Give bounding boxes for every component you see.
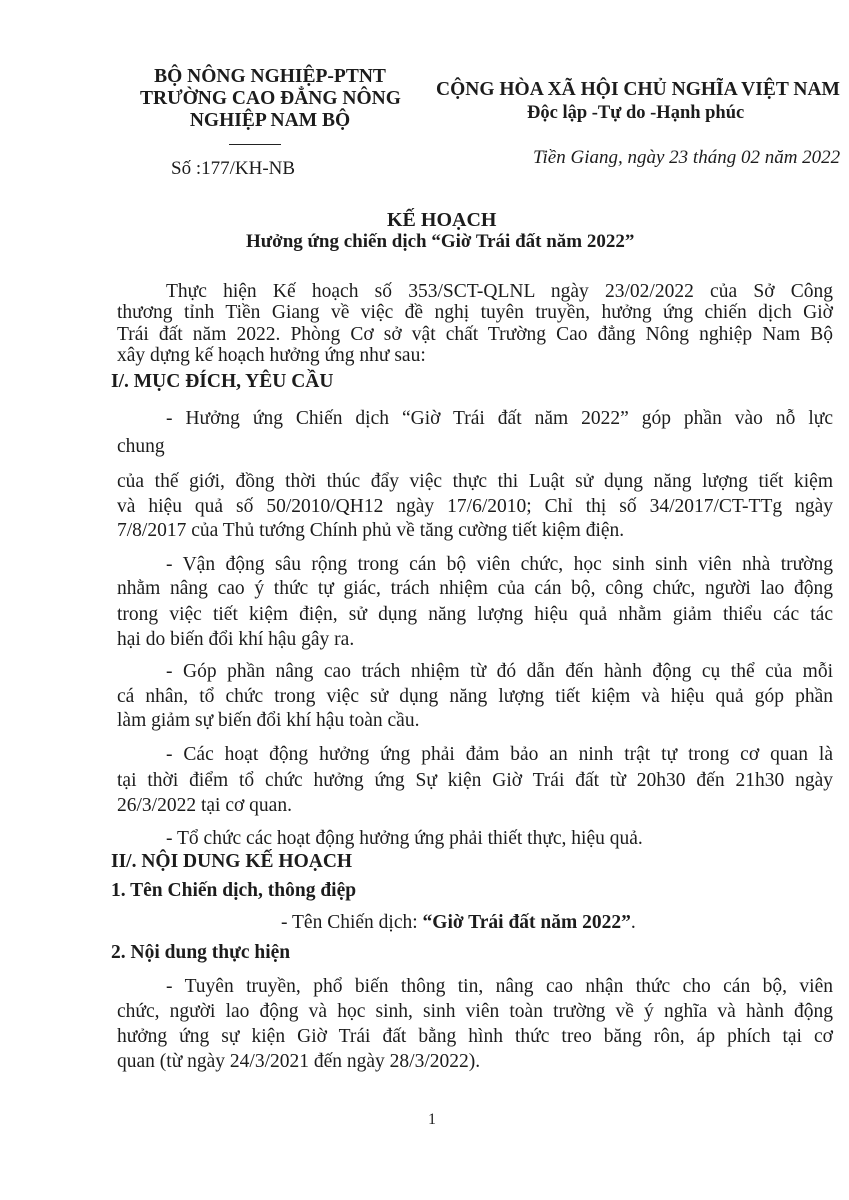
section-1-heading: I/. MỤC ĐÍCH, YÊU CẦU — [111, 371, 334, 392]
section-1-p1-line-3: của thế giới, đồng thời thúc đẩy việc thực thi Luật sử dụng năng lượng tiết kiệm — [117, 471, 833, 492]
section-2-p1-line-4: quan (từ ngày 24/3/2021 đến ngày 28/3/2022). — [117, 1051, 481, 1072]
intro-line-1: Thực hiện Kế hoạch số 353/SCT-QLNL ngày 23/02/2022 của Sở Công — [166, 281, 833, 302]
section-1-p4-line-3: 26/3/2022 tại cơ quan. — [117, 795, 292, 816]
section-1-p1-line-1: - Hưởng ứng Chiến dịch “Giờ Trái đất năm 2022” góp phần vào nỗ lực — [166, 408, 833, 429]
document-title: KẾ HOẠCH — [387, 209, 497, 231]
campaign-name: “Giờ Trái đất năm 2022” — [422, 912, 631, 933]
page-number: 1 — [428, 1111, 436, 1128]
section-1-p3-line-3: làm giảm sự biến đổi khí hậu toàn cầu. — [117, 710, 420, 731]
section-1-p1-line-4: và hiệu quả số 50/2010/QH12 ngày 17/6/2010; Chỉ thị số 34/2017/CT-TTg ngày — [117, 496, 833, 517]
national-motto: Độc lập -Tự do -Hạnh phúc — [527, 103, 745, 123]
section-2-p1-line-2: chức, người lao động và học sinh, sinh viên toàn trường về ý nghĩa và hành động — [117, 1001, 833, 1022]
org-name — [140, 66, 400, 132]
intro-line-2: thương tỉnh Tiền Giang về việc đề nghị tuyên truyền, hưởng ứng chiến dịch Giờ — [117, 302, 833, 323]
subsection-2-heading: 2. Nội dung thực hiện — [111, 942, 291, 963]
section-2-p1-line-3: hưởng ứng sự kiện Giờ Trái đất bằng hình thức treo băng rôn, áp phích tại cơ — [117, 1026, 833, 1047]
org-underline — [229, 144, 281, 145]
campaign-name-line — [281, 912, 636, 934]
section-1-p4-line-2: tại thời điểm tổ chức hưởng ứng Sự kiện Giờ Trái đất từ 20h30 đến 21h30 ngày — [117, 770, 833, 791]
country-name: CỘNG HÒA XÃ HỘI CHỦ NGHĨA VIỆT NAM — [436, 79, 840, 100]
place-date: Tiền Giang, ngày 23 tháng 02 năm 2022 — [533, 147, 841, 168]
section-1-p4-line-1: - Các hoạt động hưởng ứng phải đảm bảo an ninh trật tự trong cơ quan là — [166, 744, 833, 765]
section-1-p2-line-4: hại do biến đổi khí hậu gây ra. — [117, 629, 355, 650]
section-1-p1-line-2: chung — [117, 436, 165, 457]
campaign-name-suffix: . — [630, 912, 636, 933]
org-line-2: TRƯỜNG CAO ĐẲNG NÔNG — [140, 88, 401, 109]
section-1-p3-line-1: - Góp phần nâng cao trách nhiệm từ đó dẫn đến hành động cụ thể của mỗi — [166, 661, 833, 682]
intro-line-3: Trái đất năm 2022. Phòng Cơ sở vật chất Trường Cao đẳng Nông nghiệp Nam Bộ — [117, 324, 833, 345]
intro-line-4: xây dựng kế hoạch hưởng ứng như sau: — [117, 345, 426, 366]
section-1-p5: - Tổ chức các hoạt động hưởng ứng phải thiết thực, hiệu quả. — [166, 828, 643, 849]
section-1-p1-line-5: 7/8/2017 của Thủ tướng Chính phủ về tăng cường tiết kiệm điện. — [117, 520, 625, 541]
org-line-1: BỘ NÔNG NGHIỆP-PTNT — [154, 66, 386, 87]
document-number: Số :177/KH-NB — [171, 158, 296, 179]
subsection-1-heading: 1. Tên Chiến dịch, thông điệp — [111, 880, 357, 901]
section-1-p2-line-1: - Vận động sâu rộng trong cán bộ viên chức, học sinh sinh viên nhà trường — [166, 554, 833, 575]
section-2-p1-line-1: - Tuyên truyền, phổ biến thông tin, nâng cao nhận thức cho cán bộ, viên — [166, 976, 833, 997]
section-1-p2-line-2: nhằm nâng cao ý thức tự giác, trách nhiệm của cán bộ, công chức, người lao động — [117, 578, 833, 599]
section-1-p3-line-2: cá nhân, tổ chức trong việc sử dụng năng lượng tiết kiệm và hiệu quả góp phần — [117, 686, 833, 707]
section-2-heading: II/. NỘI DUNG KẾ HOẠCH — [111, 851, 353, 872]
campaign-name-prefix: - Tên Chiến dịch: — [281, 912, 423, 933]
org-line-3: NGHIỆP NAM BỘ — [189, 110, 351, 131]
section-1-p2-line-3: trong việc tiết kiệm điện, sử dụng năng lượng hiệu quả nhằm giảm thiểu các tác — [117, 604, 833, 625]
document-subtitle: Hưởng ứng chiến dịch “Giờ Trái đất năm 2022” — [246, 231, 635, 252]
